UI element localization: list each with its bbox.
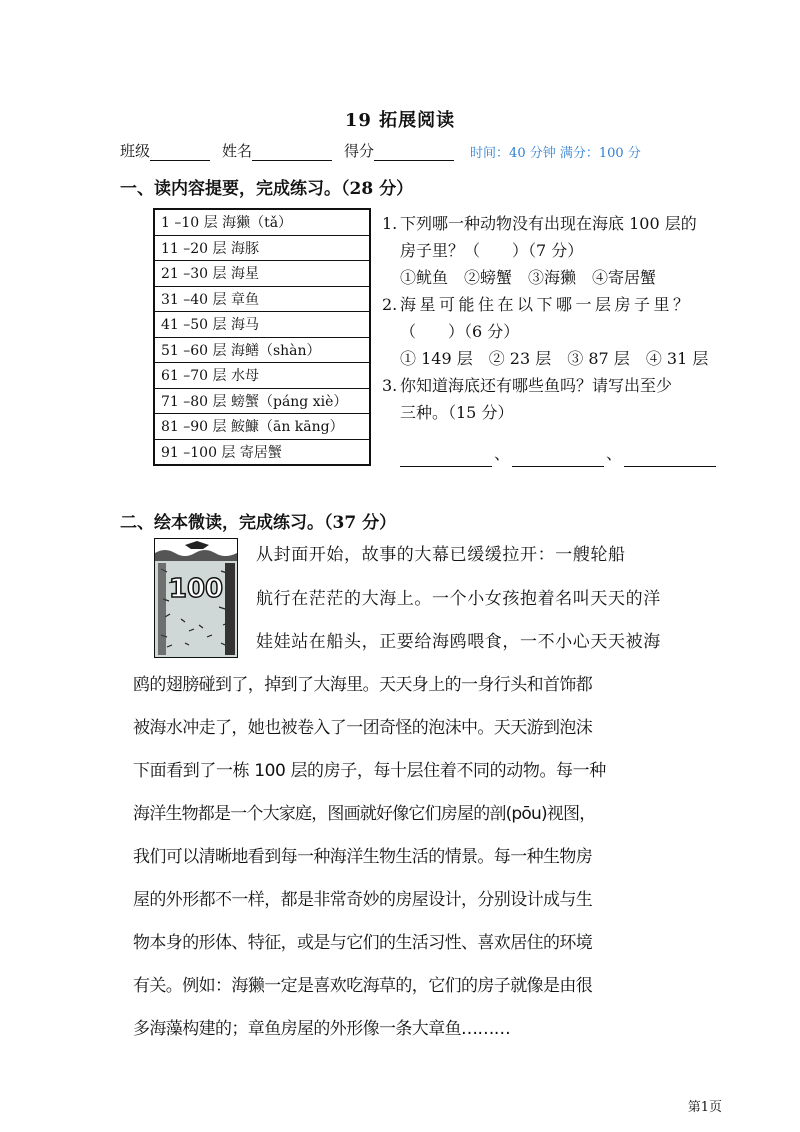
passage-line: 娃娃站在船头，正要给海鸥喂食，一不小心天天被海 bbox=[256, 632, 661, 652]
passage-line: 鸥的翅膀碰到了，掉到了大海里。天天身上的一身行头和首饰都 bbox=[133, 675, 593, 695]
table-cell: 61 –70 层 水母 bbox=[154, 363, 370, 389]
option-item: ② 23 层 bbox=[488, 349, 552, 368]
option-item: ②螃蟹 bbox=[464, 268, 513, 287]
score-label: 得分 bbox=[344, 142, 375, 160]
table-cell: 21 –30 层 海星 bbox=[154, 261, 370, 287]
page-title: 19 拓展阅读 bbox=[344, 110, 456, 131]
table-cell: 71 –80 层 螃蟹（páng xiè） bbox=[154, 388, 370, 414]
table-cell: 91 –100 层 寄居蟹 bbox=[154, 439, 370, 465]
table-cell: 11 –20 层 海豚 bbox=[154, 235, 370, 261]
passage-line: 航行在茫茫的大海上。一个小女孩抱着名叫天天的洋 bbox=[256, 589, 661, 609]
class-label: 班级 bbox=[120, 142, 151, 160]
time-score-meta: 时间：40 分钟 满分：100 分 bbox=[470, 146, 641, 161]
passage-line: 有关。例如：海獭一定是喜欢吃海草的，它们的房子就像是由很 bbox=[133, 976, 593, 996]
passage-line: 下面看到了一栋 100 层的房子，每十层住着不同的动物。每一种 bbox=[133, 761, 606, 781]
question-2-line2[interactable]: （ ）（6 分） bbox=[400, 322, 520, 341]
option-item: ④ 31 层 bbox=[645, 349, 709, 368]
passage-line: 物本身的形体、特征，或是与它们的生活习性、喜欢居住的环境 bbox=[133, 933, 593, 953]
option-item: ④寄居蟹 bbox=[592, 268, 657, 287]
table-cell: 31 –40 层 章鱼 bbox=[154, 286, 370, 312]
cover-number: 100 bbox=[168, 574, 224, 604]
separator: 、 bbox=[494, 444, 511, 463]
section2-heading: 二、绘本微读，完成练习。（37 分） bbox=[120, 513, 397, 533]
passage-line: 屋的外形都不一样，都是非常奇妙的房屋设计，分别设计成与生 bbox=[133, 890, 593, 910]
section1-heading: 一、读内容提要，完成练习。（28 分） bbox=[120, 179, 414, 199]
option-item: ③海獭 bbox=[528, 268, 577, 287]
table-cell: 81 –90 层 鮟鱇（ān kāng） bbox=[154, 414, 370, 440]
question-number: 2. bbox=[382, 295, 398, 314]
option-item: ① 149 层 bbox=[400, 349, 473, 368]
passage-line: 我们可以清晰地看到每一种海洋生物生活的情景。每一种生物房 bbox=[133, 847, 593, 867]
option-item: ①鱿鱼 bbox=[400, 268, 449, 287]
question-1-line2[interactable]: 房子里？（ ）（7 分） bbox=[400, 241, 584, 260]
table-cell: 41 –50 层 海马 bbox=[154, 312, 370, 338]
table-cell: 51 –60 层 海鳝（shàn） bbox=[154, 337, 370, 363]
option-item: ③ 87 层 bbox=[567, 349, 630, 368]
question-3-line2: 三种。（15 分） bbox=[400, 403, 514, 422]
page-number: 第1页 bbox=[687, 1100, 722, 1115]
passage-line: 多海藻构建的；章鱼房屋的外形像一条大章鱼……… bbox=[133, 1019, 511, 1039]
passage-line: 从封面开始，故事的大幕已缓缓拉开：一艘轮船 bbox=[256, 545, 626, 565]
table-cell: 1 –10 层 海獭（tǎ） bbox=[161, 215, 293, 232]
passage-line: 海洋生物都是一个大家庭，图画就好像它们房屋的剖(pōu)视图， bbox=[133, 804, 596, 824]
question-text: 下列哪一种动物没有出现在海底 100 层的 bbox=[400, 214, 697, 233]
question-text: 你知道海底还有哪些鱼吗？请写出至少 bbox=[400, 376, 673, 395]
separator: 、 bbox=[606, 444, 623, 463]
question-number: 1. bbox=[382, 214, 398, 233]
question-text: 海星可能住在以下哪一层房子里？ bbox=[400, 295, 693, 314]
name-label: 姓名 bbox=[222, 142, 253, 160]
question-number: 3. bbox=[382, 376, 398, 395]
passage-line: 被海水冲走了，她也被卷入了一团奇怪的泡沫中。天天游到泡沫 bbox=[133, 718, 593, 738]
